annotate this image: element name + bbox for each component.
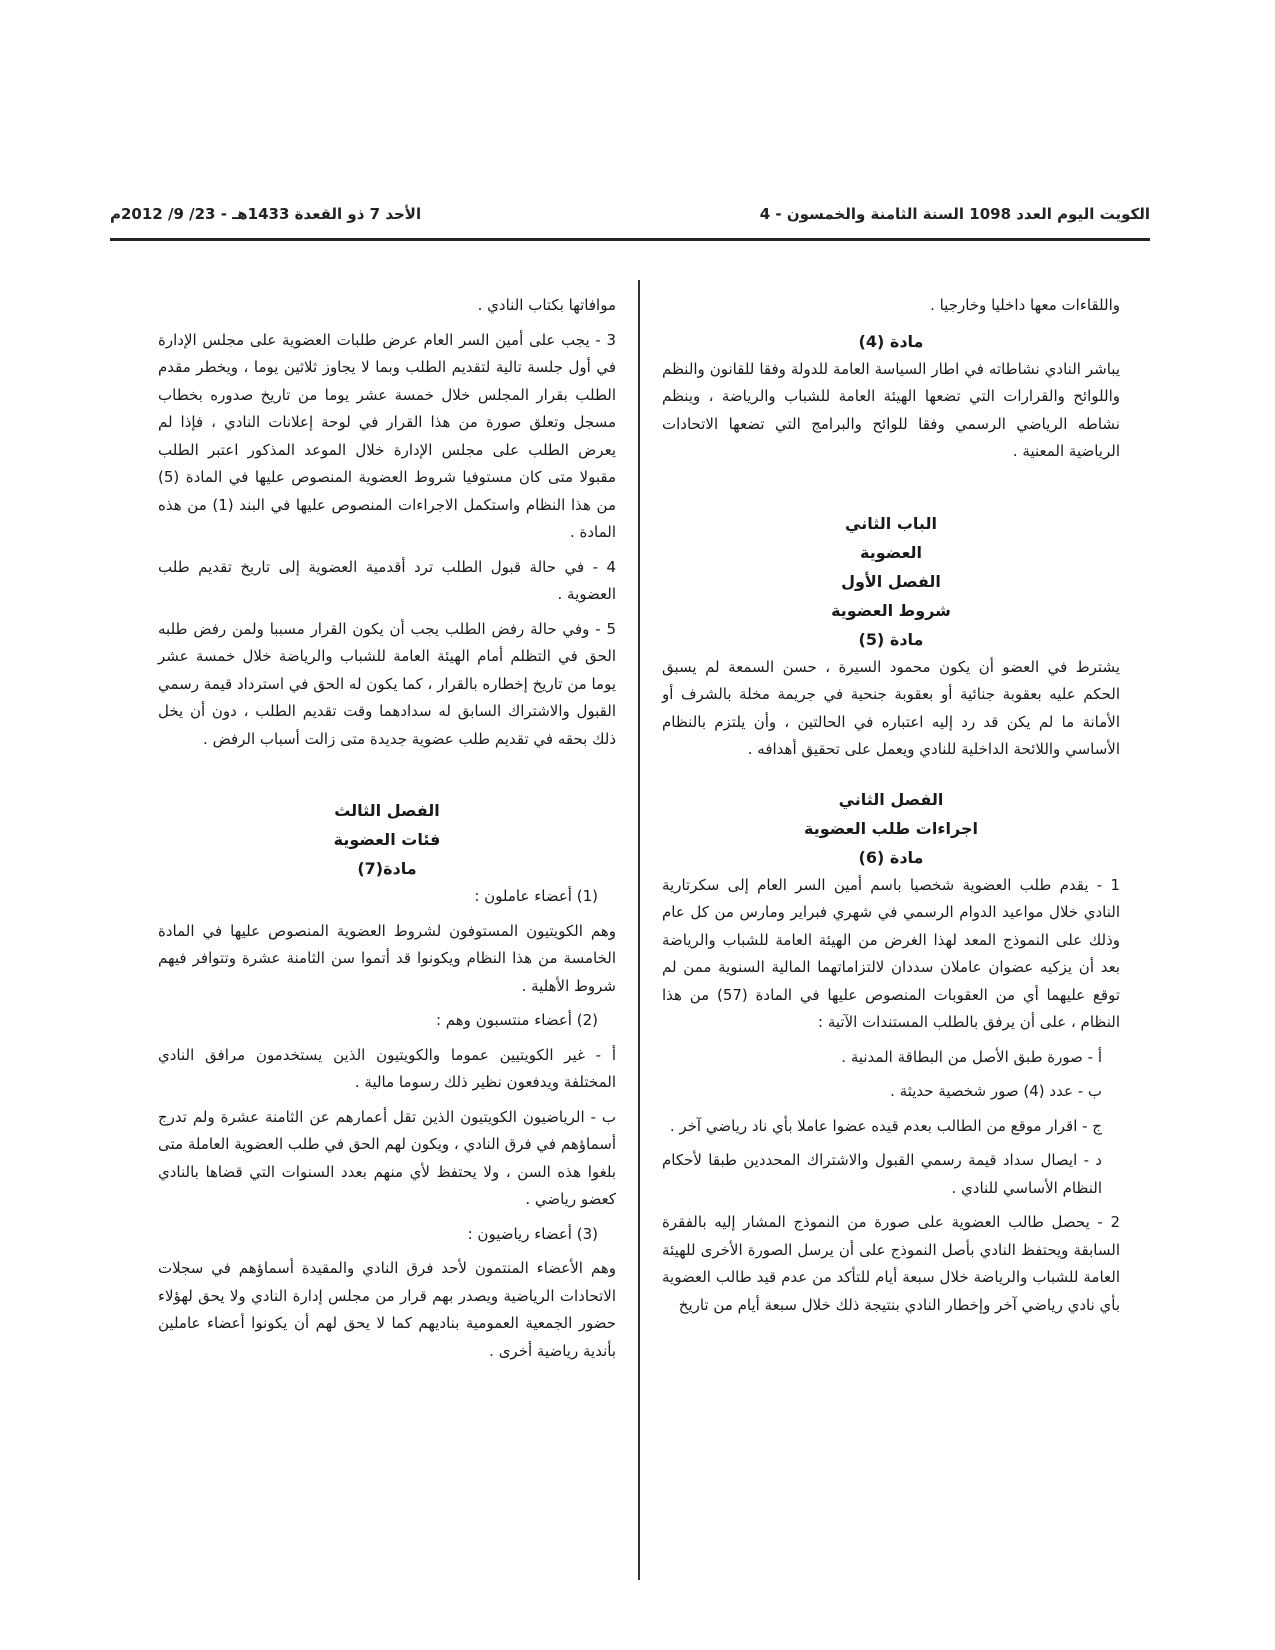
list-item: (3) أعضاء رياضيون :	[467, 1224, 598, 1243]
paragraph: 2 - يحصل طالب العضوية على صورة من النموذج المشار إليه بالفقرة السابقة ويحتفظ النادي بأصل النموذج على أن يرسل الصورة الأخرى للهيئة العامة للشباب والرياضة خلال سبعة أيام للتأكد من عدم قيد طالب العضوية بأي نادي رياضي آخر وإخطار النادي بنتيجة ذلك خلال سبعة أيام من تاريخ	[662, 1213, 1120, 1314]
paragraph: واللقاءات معها داخليا وخارجيا .	[930, 296, 1120, 314]
paragraph: وهم الأعضاء المنتمون لأحد فرق النادي والمقيدة أسماؤهم في سجلات الاتحادات الرياضية ويصدر بهم قرار من مجلس إدارة النادي ولا يحق لهؤلاء حضور الجمعية العمومية بناديهم كما لا يحق لهم أن يكونوا أعضاء عاملين بأندية رياضية أخرى .	[158, 1259, 616, 1360]
section-heading: مادة(7)	[357, 859, 417, 878]
section-heading: مادة (5)	[858, 629, 924, 649]
column-divider	[638, 280, 640, 1580]
paragraph: أ - غير الكويتيين عموما والكويتيون الذين يستخدمون مرافق النادي المختلفة ويدفعون نظير ذلك رسوما مالية .	[158, 1045, 616, 1091]
paragraph: ب - الرياضيون الكويتيون الذين تقل أعمارهم عن الثامنة عشرة ولم تدرج أسماؤهم في فرق النادي ، ويكون لهم الحق في طلب العضوية العاملة متى بلغوا هذه السن ، ولا يحتفظ لأي منهم بعدد السنوات التي قضاها بالنادي كعضو رياضي .	[158, 1107, 616, 1208]
section-heading: الفصل الأول	[841, 571, 941, 591]
paragraph: وهم الكويتيون المستوفون لشروط العضوية المنصوص عليها في المادة الخامسة من هذا النظام ويكونوا قد أتموا سن الثامنة عشرة وتتوافر فيهم شروط الأهلية .	[158, 921, 616, 995]
list-item: أ - صورة طبق الأصل من البطاقة المدنية .	[841, 1047, 1102, 1066]
paragraph: 1 - يقدم طلب العضوية شخصيا باسم أمين السر العام إلى سكرتارية النادي خلال مواعيد الدوام الرسمي في شهري فبراير ومارس من كل عام وذلك على النموذج المعد لهذا الغرض من الهيئة العامة للشباب والرياضة بعد أن يزكيه عضوان عاملان سددان لالتزاماتهما المالية السنوية ممن لم توقع عليهما أي من العقوبات المنصوص عليها في المادة (57) من هذا النظام ، على أن يرفق بالطلب المستندات الآتية :	[662, 875, 1120, 1031]
section-heading: اجراءات طلب العضوية	[804, 818, 978, 838]
list-item: (1) أعضاء عاملون :	[474, 887, 598, 905]
paragraph: يشترط في العضو أن يكون محمود السيرة ، حسن السمعة لم يسبق الحكم عليه بعقوبة جنائية أو بعقوبة جنحية في جريمة مخلة بالشرف أو الأمانة ما لم يكن قد رد إليه اعتباره في الحالتين ، وأن يلتزم بالنظام الأساسي واللائحة الداخلية للنادي ويعمل على تحقيق أهدافه .	[662, 657, 1120, 758]
page-header	[110, 205, 1150, 231]
paragraph: 4 - في حالة قبول الطلب ترد أقدمية العضوية إلى تاريخ تقديم طلب العضوية .	[158, 557, 616, 603]
paragraph: موافاتها بكتاب النادي .	[477, 296, 616, 314]
list-item: ج - اقرار موقع من الطالب بعدم قيده عضوا عاملا بأي ناد رياضي آخر .	[669, 1116, 1102, 1135]
section-heading: مادة (6)	[858, 847, 924, 867]
header-rule	[110, 238, 1150, 241]
section-heading: الفصل الثالث	[334, 801, 440, 820]
spacer	[662, 473, 1120, 509]
spacer	[662, 771, 1120, 785]
left-column	[158, 292, 616, 1372]
right-column	[662, 292, 1120, 1326]
list-item: (2) أعضاء منتسبون وهم :	[435, 1011, 598, 1029]
list-item: د - ايصال سداد قيمة رسمي القبول والاشتراك المحددين طبقا لأحكام النظام الأساسي للنادي .	[662, 1151, 1102, 1197]
paragraph: يباشر النادي نشاطاته في اطار السياسة العامة للدولة وفقا للقانون والنظم واللوائح والقرارات التي تضعها الهيئة العامة للشباب والرياضة ، وينظم نشاطه الرياضي الرسمي وفقا للوائح والبرامج التي تضعها الاتحادات الرياضية المعنية .	[662, 359, 1120, 460]
paragraph: 3 - يجب على أمين السر العام عرض طلبات العضوية على مجلس الإدارة في أول جلسة تالية لتقديم الطلب وبما لا يجاوز ثلاثين يوما ، ويخطر مقدم الطلب بقرار المجلس خلال خمسة عشر يوما من تاريخ صدوره بخطاب مسجل وتعلق صورة من هذا القرار في لوحة إعلانات النادي ، فإذا لم يعرض الطلب على مجلس الإدارة خلال الموعد المذكور اعتبر الطلب مقبولا متى كان مستوفيا شروط العضوية المنصوص عليها في المادة (5) من هذا النظام واستكمل الاجراءات المنصوص عليها في البند (1) من هذه المادة .	[158, 330, 616, 541]
section-heading: شروط العضوية	[831, 600, 951, 620]
paragraph: 5 - وفي حالة رفض الطلب يجب أن يكون القرار مسببا ولمن رفض طلبه الحق في التظلم أمام الهيئة العامة للشباب والرياضة خلال خمسة عشر يوما من تاريخ إخطاره بالقرار ، كما يكون له الحق في استرداد قيمة رسمي القبول والاشتراك السابق له سدادهما وقت تقديم الطلب ، دون أن يخل ذلك بحقه في تقديم طلب عضوية جديدة متى زالت أسباب الرفض .	[158, 619, 616, 748]
section-heading: الباب الثاني	[845, 513, 937, 533]
list-item: ب - عدد (4) صور شخصية حديثة .	[890, 1082, 1102, 1100]
section-heading: العضوية	[859, 542, 923, 562]
spacer	[158, 760, 616, 796]
section-heading: فئات العضوية	[333, 830, 441, 849]
section-heading: مادة (4)	[858, 331, 924, 351]
header-date: الأحد 7 ذو القعدة 1433هـ - 23/ 9/ 2012م	[110, 205, 422, 223]
header-issue-info: الكويت اليوم العدد 1098 السنة الثامنة والخمسون - 4	[759, 205, 1150, 223]
section-heading: الفصل الثاني	[838, 789, 944, 809]
